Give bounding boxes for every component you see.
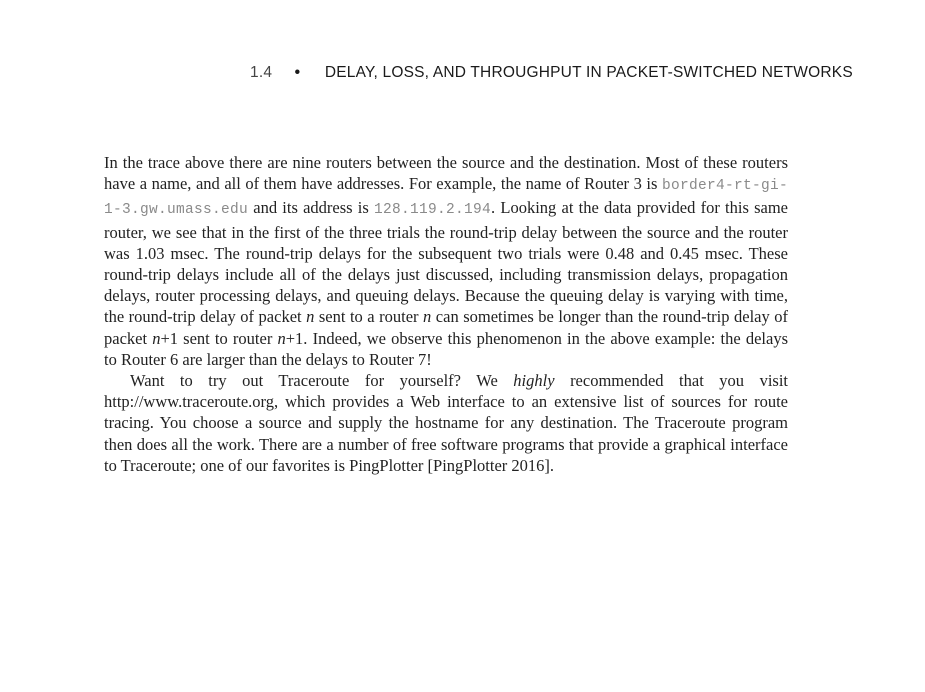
p2-text-2: recommended that you visit http://www.traceroute.org, which provides a Web interface to an extensive list of sources for route tracing. You choose a source and supply the hostname for any destination. The Traceroute program then does all the work. There are a number of free software programs that provide a graphical interface to Traceroute; one of our favorites is PingPlotter [PingPlotter 2016]. (104, 371, 788, 475)
p1-text-4: sent to a router (314, 307, 424, 327)
running-header (250, 64, 890, 82)
p1-text-2: and its address is (248, 198, 375, 218)
var-n: n (423, 307, 432, 327)
p1-text-7: +1. Indeed, we observe this phenomenon in the above example: the delays to Router 6 are larger than the delays to Router 7! (104, 328, 788, 369)
var-n: n (277, 328, 286, 348)
p2-text-1: Want to try out Traceroute for yourself? We (130, 371, 514, 391)
paragraph-try-traceroute (104, 370, 788, 476)
bullet-separator: • (294, 64, 301, 81)
section-number: 1.4 (250, 64, 273, 81)
p1-text-1: In the trace above there are nine routers between the source and the destination. Most of these routers have a name, and all of them have addresses. For example, the name of Router 3 is (104, 153, 788, 194)
emphasis-highly: highly (513, 371, 555, 391)
var-n: n (306, 307, 315, 327)
p1-text-5: can sometimes be longer than the round-trip delay of packet (104, 307, 788, 348)
p1-text-3: . Looking at the data provided for this same router, we see that in the first of the three trials the round-trip delay between the source and the router was 1.03 msec. The round-trip delays for the subsequent two trials were 0.48 and 0.45 msec. These round-trip delays include all of the delays just discussed, including transmission delays, propagation delays, router processing delays, and queuing delays. Because the queuing delay is varying with time, the round-trip delay of packet (104, 198, 788, 327)
var-n: n (152, 328, 161, 348)
router-hostname: border4-rt-gi-1-3.gw.umass.edu (104, 178, 788, 219)
body-text (104, 152, 788, 476)
p1-text-6: +1 sent to router (160, 328, 278, 348)
router-ip-address: 128.119.2.194 (374, 202, 492, 219)
paragraph-traceroute-analysis (104, 152, 788, 370)
chapter-section-title: DELAY, LOSS, AND THROUGHPUT IN PACKET-SWITCHED NETWORKS (324, 64, 853, 81)
